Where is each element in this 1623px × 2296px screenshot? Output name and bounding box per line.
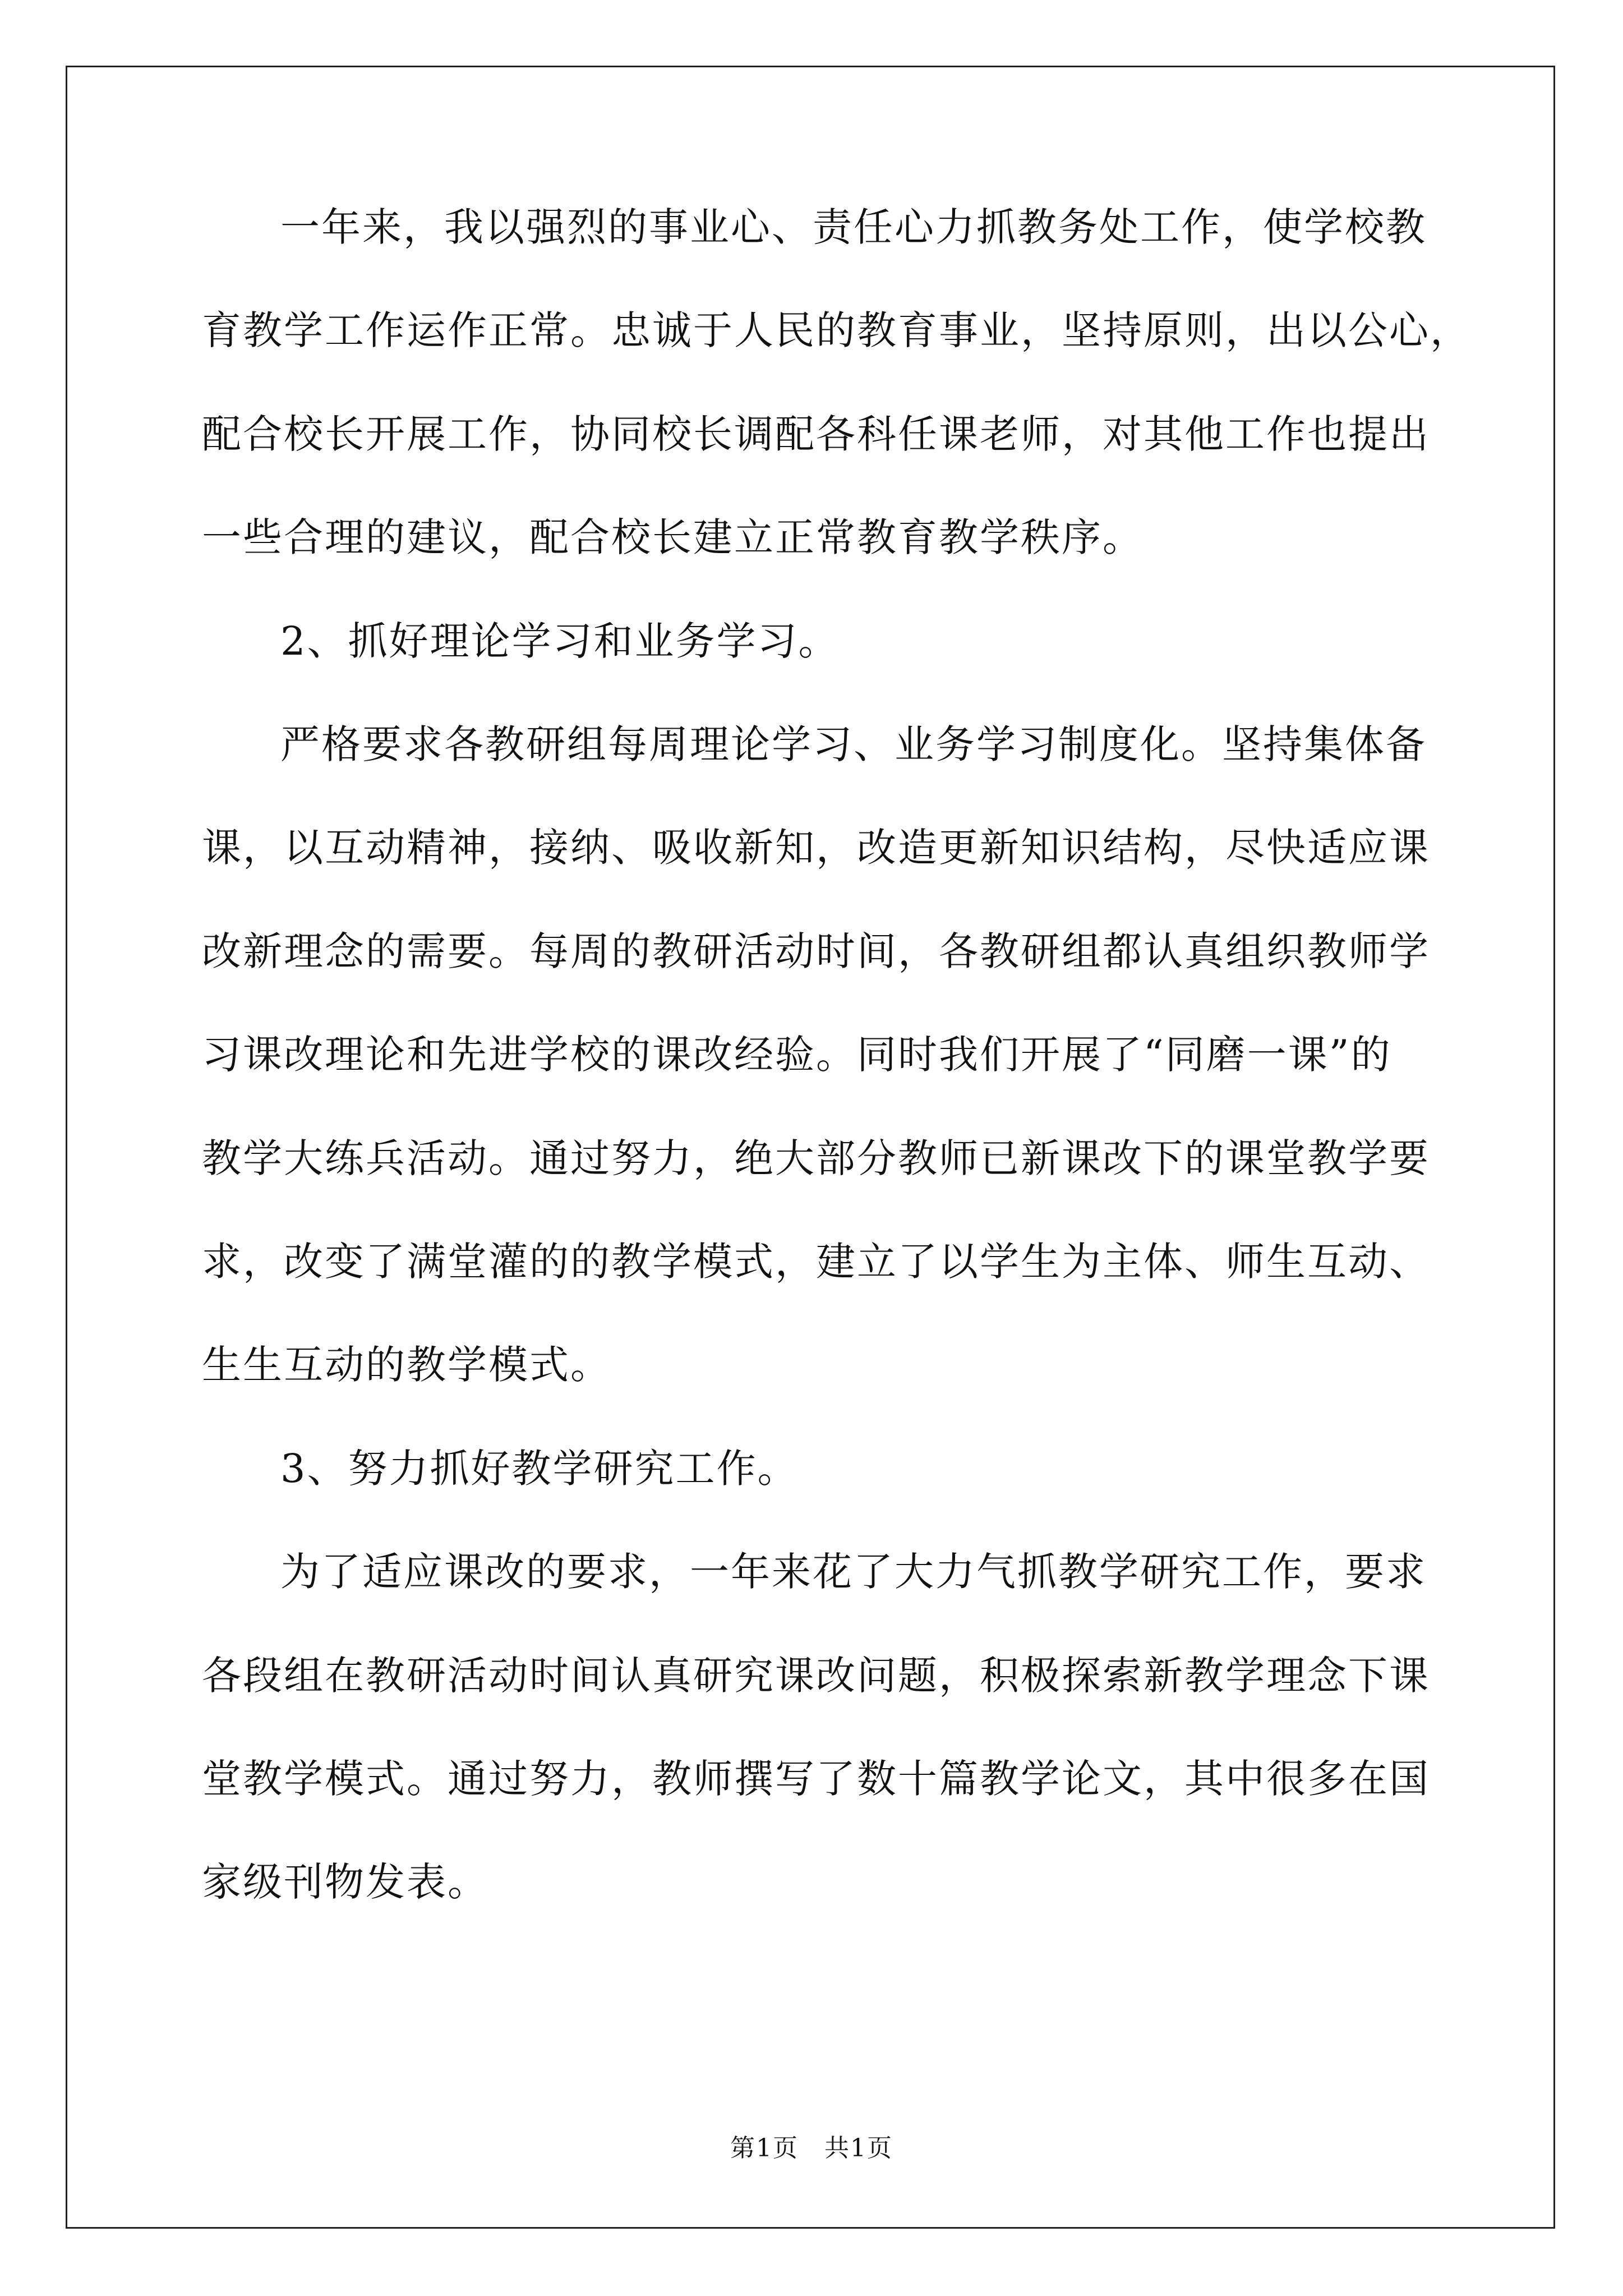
paragraph-2-line-3: 改新理念的需要。每周的教研活动时间，各教研组都认真组织教师学 <box>202 928 1430 974</box>
paragraph-3-line-3: 堂教学模式。通过努力，教师撰写了数十篇教学论文，其中很多在国 <box>202 1756 1430 1802</box>
page-footer: 第1页 共1页 <box>730 2134 893 2162</box>
paragraph-2-line-6: 求，改变了满堂灌的的教学模式，建立了以学生为主体、师生互动、 <box>202 1239 1430 1285</box>
paragraph-3-line-2: 各段组在教研活动时间认真研究课改问题，积极探索新教学理念下课 <box>202 1653 1430 1699</box>
paragraph-2-line-5: 教学大练兵活动。通过努力，绝大部分教师已新课改下的课堂教学要 <box>202 1135 1430 1181</box>
paragraph-2-line-2: 课，以互动精神，接纳、吸收新知，改造更新知识结构，尽快适应课 <box>202 825 1430 871</box>
paragraph-1-line-3: 配合校长开展工作，协同校长调配各科任课老师，对其他工作也提出 <box>202 411 1430 457</box>
paragraph-2-line-4: 习课改理论和先进学校的课改经验。同时我们开展了“同磨一课”的 <box>202 1032 1392 1078</box>
paragraph-2-line-1: 严格要求各教研组每周理论学习、业务学习制度化。坚持集体备 <box>280 721 1427 767</box>
section-heading-2: 2、抓好理论学习和业务学习。 <box>280 618 840 664</box>
paragraph-3-line-1: 为了适应课改的要求，一年来花了大力气抓教学研究工作，要求 <box>280 1549 1427 1595</box>
paragraph-2-line-7: 生生互动的教学模式。 <box>202 1342 611 1388</box>
paragraph-1-line-2: 育教学工作运作正常。忠诚于人民的教育事业，坚持原则，出以公心， <box>202 307 1471 353</box>
section-heading-3: 3、努力抓好教学研究工作。 <box>280 1446 799 1492</box>
paragraph-3-line-4: 家级刊物发表。 <box>202 1859 488 1905</box>
paragraph-1-line-4: 一些合理的建议，配合校长建立正常教育教学秩序。 <box>202 514 1144 560</box>
paragraph-1-line-1: 一年来，我以强烈的事业心、责任心力抓教务处工作，使学校教 <box>280 204 1427 250</box>
